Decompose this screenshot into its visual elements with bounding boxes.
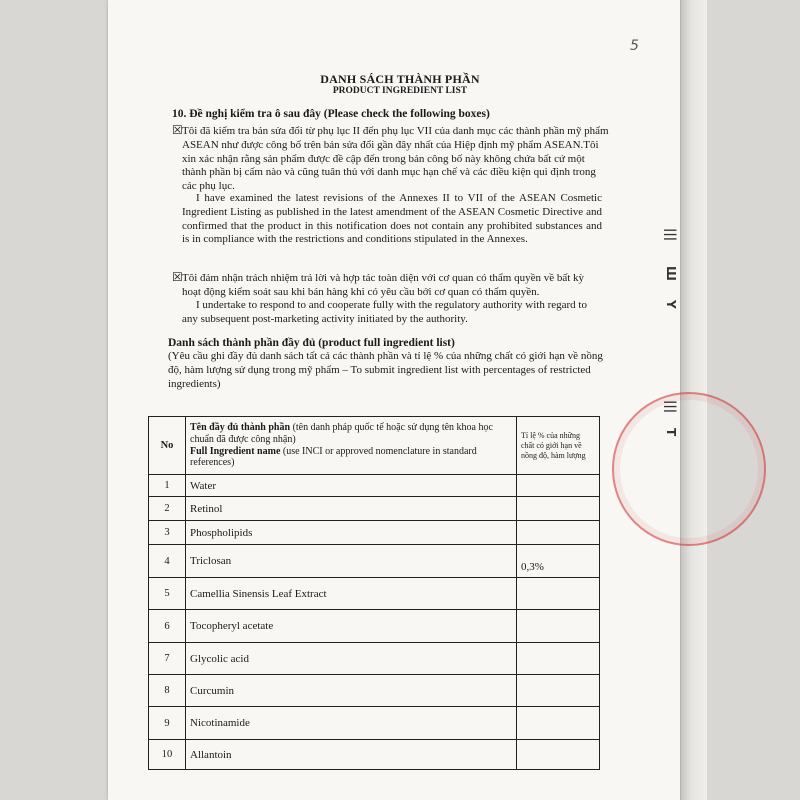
row-no: 1 [149, 475, 186, 497]
ingredient-name: Camellia Sinensis Leaf Extract [186, 578, 517, 610]
table-row [149, 497, 600, 521]
row-no: 4 [149, 545, 186, 578]
ingredient-name: Nicotinamide [186, 707, 517, 740]
checked-box-icon: ☒ [172, 123, 183, 137]
table-row [149, 740, 600, 770]
row-no: 6 [149, 610, 186, 643]
ingredient-table [148, 416, 600, 770]
table-row [149, 475, 600, 497]
ingredient-pct [517, 497, 600, 521]
col-header-name-en-rest: (use INCI or approved nomenclature in standard references) [190, 445, 477, 469]
page-number: 5 [630, 38, 639, 54]
declaration-2-vi: Tôi đảm nhận trách nhiệm trả lời và hợp tác toàn diện với cơ quan có thẩm quyền về bất kỳ hoạt động kiểm soát sau khi bán hàng khi có yêu cầu bởi cơ quan có thẩm quyền. [182, 272, 585, 298]
table-row [149, 578, 600, 610]
row-no: 2 [149, 497, 186, 521]
row-no: 3 [149, 521, 186, 545]
red-stamp-seal [612, 392, 766, 546]
table-row [149, 610, 600, 643]
ingredient-list-heading: Danh sách thành phần đầy đủ (product full ingredient list) [168, 337, 455, 349]
col-header-name [186, 417, 517, 475]
row-no: 9 [149, 707, 186, 740]
ingredient-pct [517, 521, 600, 545]
ingredient-name: Retinol [186, 497, 517, 521]
page-title: DANH SÁCH THÀNH PHẦN [320, 72, 480, 86]
ingredient-name: Phospholipids [186, 521, 517, 545]
col-header-name-vi-bold: Tên đầy đủ thành phần [190, 422, 291, 434]
row-no: 10 [149, 740, 186, 770]
table-row [149, 545, 600, 578]
section-10-heading: 10. Đề nghị kiểm tra ô sau đây (Please check the following boxes) [172, 108, 490, 120]
row-no: 7 [149, 643, 186, 675]
ingredient-pct [517, 610, 600, 643]
ingredient-name: Allantoin [186, 740, 517, 770]
ingredient-pct [517, 643, 600, 675]
edge-marks: ||| Ш Y ||| T [664, 228, 678, 437]
col-header-percentage: Tỉ lệ % của những chất có giới hạn về nồng độ, hàm lượng [517, 417, 600, 475]
col-header-name-en-bold: Full Ingredient name [190, 445, 281, 457]
page-subtitle: PRODUCT INGREDIENT LIST [332, 86, 468, 96]
declaration-1-vi: Tôi đã kiểm tra bản sửa đổi từ phụ lục II đến phụ lục VII của danh mục các thành phần mỹ phẩm ASEAN như được công bố trên bản sửa đổi gần đây nhất của Hiệp định mỹ phẩm ASEAN.Tôi xin xác nhận rằng sản phẩm được đề cập đến trong bản công bố này không chứa bất cứ một thành phần bị cấm nào và cũng tuân thủ với danh mục hạn chế và các điều kiện qui định trong các phụ lục. [182, 125, 609, 193]
ingredient-name: Glycolic acid [186, 643, 517, 675]
ingredient-name: Tocopheryl acetate [186, 610, 517, 643]
ingredient-name: Triclosan [186, 545, 517, 578]
table-row [149, 521, 600, 545]
declaration-1-en: I have examined the latest revisions of the Annexes II to VII of the ASEAN Cosmetic Ingredient Listing as published in the latest amendment of the ASEAN Cosmetic Directive and confirmed that the product in this notification does not contain any prohibited substances and is in compliance with the restrictions and conditions stipulated in the Annexes. [182, 192, 602, 246]
col-header-no: No [149, 417, 186, 475]
declaration-2-en: I undertake to respond to and cooperate fully with the regulatory authority with regard to any subsequent post-marketing activity initiated by the authority. [182, 299, 587, 325]
table-header-row [149, 417, 600, 475]
row-no: 5 [149, 578, 186, 610]
ingredient-pct [517, 578, 600, 610]
col-header-name-vi-rest: (tên danh pháp quốc tế hoặc sử dụng tên khoa học chuẩn đã được công nhận) [190, 422, 493, 445]
table-row [149, 675, 600, 707]
ingredient-name: Water [186, 475, 517, 497]
checked-box-icon: ☒ [172, 270, 183, 284]
row-no: 8 [149, 675, 186, 707]
ingredient-pct [517, 740, 600, 770]
ingredient-pct [517, 475, 600, 497]
ingredient-pct [517, 675, 600, 707]
ingredient-name: Curcumin [186, 675, 517, 707]
ingredient-pct: 0,3% [517, 545, 600, 578]
ingredient-list-note: (Yêu cầu ghi đầy đủ danh sách tất cả các thành phần và tỉ lệ % của những chất có giới hạn về nồng độ, hàm lượng sử dụng trong mỹ phẩm – To submit ingredient list with percentages of restricted ingredients) [168, 350, 603, 390]
table-row [149, 707, 600, 740]
table-row [149, 643, 600, 675]
ingredient-pct [517, 707, 600, 740]
